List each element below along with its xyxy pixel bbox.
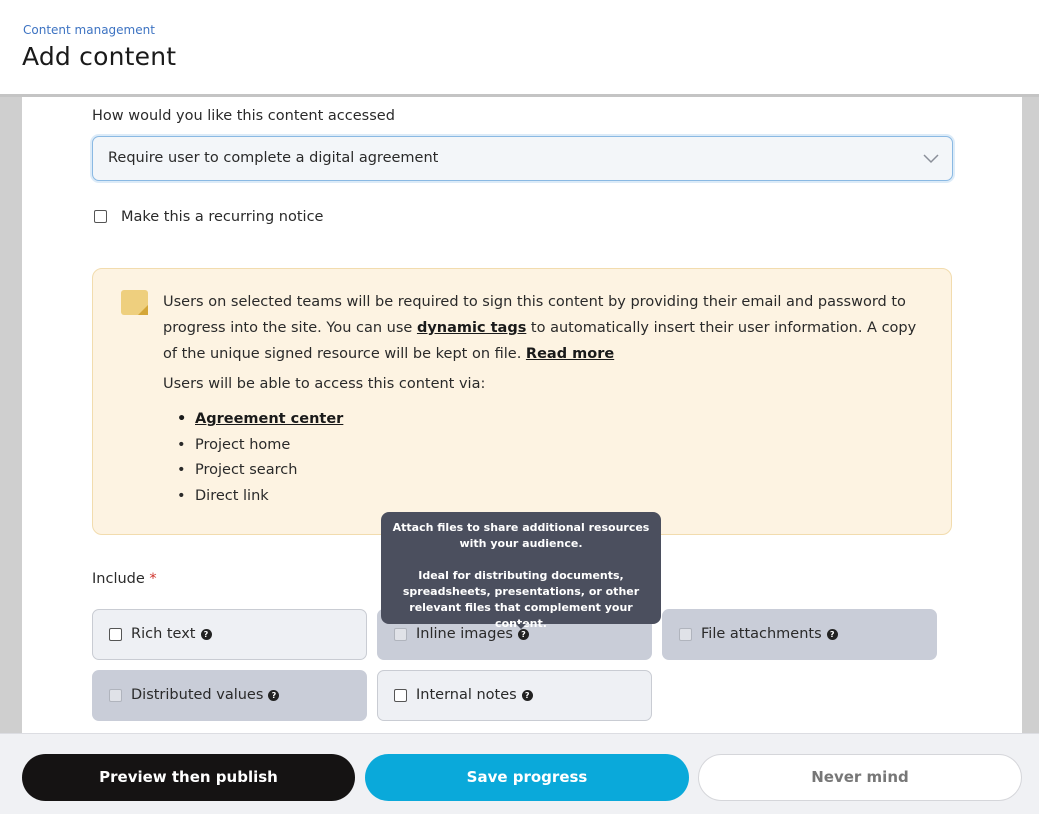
option-distributed-values[interactable] — [92, 670, 367, 721]
help-icon[interactable]: ? — [518, 629, 529, 640]
recurring-label[interactable]: Make this a recurring notice — [121, 209, 324, 225]
list-item: • Project search — [173, 462, 343, 488]
file-attachments-tooltip — [381, 512, 661, 630]
help-icon[interactable]: ? — [268, 690, 279, 701]
internal-notes-checkbox[interactable] — [394, 689, 407, 702]
option-label: File attachments ? — [701, 626, 838, 642]
include-label: Include * — [92, 571, 157, 587]
option-label: Rich text ? — [131, 626, 212, 642]
breadcrumb[interactable]: Content management — [23, 23, 155, 37]
help-icon[interactable]: ? — [201, 629, 212, 640]
help-icon[interactable]: ? — [522, 690, 533, 701]
recurring-checkbox[interactable] — [94, 210, 107, 223]
tooltip-line: Attach files to share additional resources with your audience. — [392, 521, 650, 550]
agreement-center-link[interactable]: • Agreement center — [173, 411, 343, 437]
never-mind-button[interactable]: Never mind — [698, 754, 1022, 801]
file-attachments-checkbox[interactable] — [679, 628, 692, 641]
help-icon[interactable]: ? — [827, 629, 838, 640]
tooltip-arrow — [516, 624, 526, 629]
option-label: Inline images ? — [416, 626, 529, 642]
chevron-down-icon — [923, 151, 939, 165]
distributed-values-checkbox[interactable] — [109, 689, 122, 702]
dynamic-tags-link[interactable]: dynamic tags — [416, 320, 527, 336]
notice-text: Users on selected teams will be required to sign this content by providing their email and password to progress into the site. You can use dynamic tags to automatically insert their user information. A copy of the unique signed resource will be kept on file. Read more — [163, 294, 917, 362]
access-field-label: How would you like this content accessed — [92, 108, 395, 124]
option-file-attachments[interactable] — [662, 609, 937, 660]
tooltip-line: Ideal for distributing documents, spreadsheets, presentations, or other relevant files that complement your content. — [402, 569, 640, 630]
save-progress-button[interactable]: Save progress — [365, 754, 689, 801]
agreement-notice — [92, 268, 952, 535]
option-internal-notes[interactable] — [377, 670, 652, 721]
access-list — [173, 411, 343, 513]
option-rich-text[interactable] — [92, 609, 367, 660]
list-item: • Project home — [173, 437, 343, 463]
access-select[interactable] — [92, 136, 953, 181]
list-item: • Direct link — [173, 488, 343, 514]
rich-text-checkbox[interactable] — [109, 628, 122, 641]
page-title: Add content — [22, 42, 177, 71]
option-label: Internal notes ? — [416, 687, 533, 703]
preview-publish-button[interactable]: Preview then publish — [22, 754, 355, 801]
option-label: Distributed values ? — [131, 687, 279, 703]
action-footer — [0, 733, 1039, 814]
required-marker: * — [149, 571, 157, 587]
access-intro: Users will be able to access this content via: — [163, 376, 486, 392]
access-select-value: Require user to complete a digital agreement — [108, 150, 439, 166]
read-more-link[interactable]: Read more — [525, 346, 615, 362]
top-bar — [0, 0, 1039, 97]
